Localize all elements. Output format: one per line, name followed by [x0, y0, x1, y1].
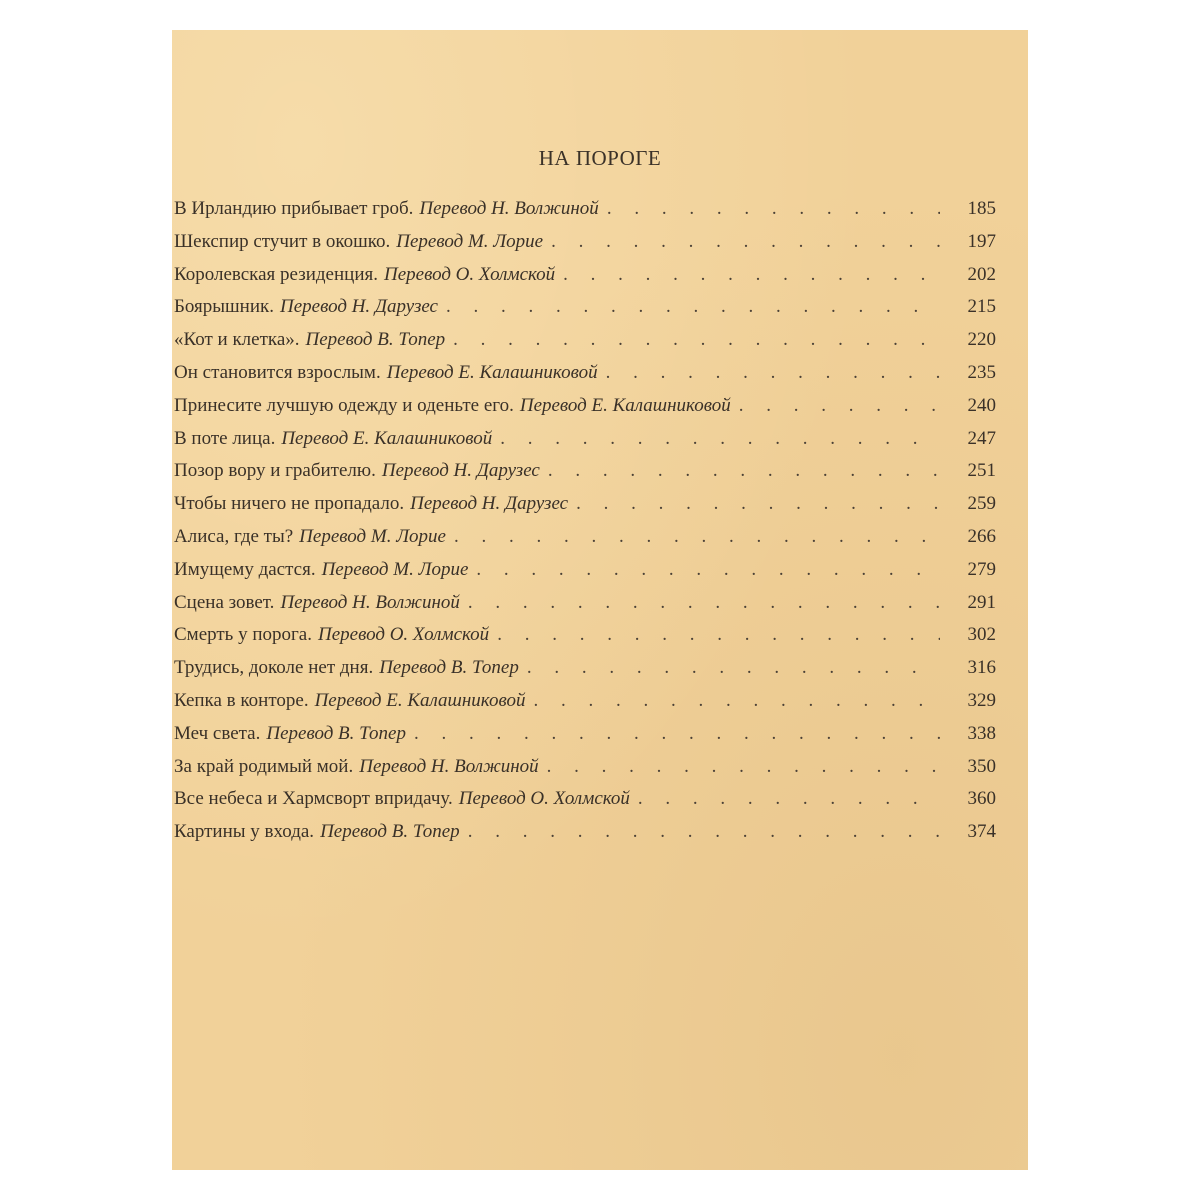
toc-entry	[174, 821, 996, 854]
dot-leader	[739, 395, 940, 417]
dot-leader	[548, 460, 940, 482]
toc-entry	[174, 428, 996, 461]
toc-entry-page-number: 215	[967, 296, 996, 318]
table-of-contents	[174, 198, 996, 854]
toc-entry-title: Шекспир стучит в окошко.	[174, 230, 391, 252]
toc-entry-page-number: 259	[967, 493, 996, 515]
toc-entry-page-number: 251	[967, 460, 996, 482]
toc-entry-translator: Перевод О. Холмской	[318, 624, 490, 646]
dot-leader	[454, 526, 940, 548]
dot-leader	[453, 329, 940, 351]
toc-entry-title: Все небеса и Хармсворт впридачу.	[174, 788, 453, 810]
toc-entry-translator: Перевод В. Топер	[379, 657, 519, 679]
toc-entry-page-number: 316	[967, 657, 996, 679]
toc-entry-title: Имущему дастся.	[174, 558, 316, 580]
toc-entry-translator: Перевод Н. Волжиной	[359, 755, 539, 777]
toc-entry-page-number: 185	[967, 198, 996, 219]
toc-entry-title: Боярышник.	[174, 296, 275, 318]
dot-leader	[606, 362, 940, 384]
toc-entry-page-number: 350	[967, 755, 996, 777]
toc-entry-title: Позор вору и грабителю.	[174, 460, 376, 482]
toc-entry-page-number: 235	[967, 361, 996, 383]
toc-entry	[174, 362, 996, 395]
toc-entry-title: Кепка в конторе.	[174, 689, 309, 711]
toc-entry-translator: Перевод В. Топер	[320, 821, 460, 843]
toc-entry	[174, 493, 996, 526]
toc-entry-title: Алиса, где ты?	[174, 525, 294, 547]
toc-entry	[174, 231, 996, 264]
toc-entry-translator: Перевод О. Холмской	[383, 263, 556, 285]
toc-entry-page-number: 266	[967, 525, 996, 547]
dot-leader	[551, 231, 940, 253]
dot-leader	[468, 821, 940, 843]
toc-entry-page-number: 240	[967, 394, 996, 416]
toc-entry-title: Трудись, доколе нет дня.	[174, 657, 374, 679]
dot-leader	[500, 428, 940, 450]
dot-leader	[607, 198, 940, 220]
toc-entry-page-number: 360	[967, 788, 996, 810]
section-title: НА ПОРОГЕ	[538, 146, 662, 170]
toc-entry-page-number: 202	[967, 263, 996, 285]
toc-entry-translator: Перевод Н. Дарузес	[381, 460, 540, 482]
dot-leader	[547, 756, 940, 778]
book-page	[172, 30, 1028, 1170]
toc-entry	[174, 460, 996, 493]
toc-entry	[174, 329, 996, 362]
toc-entry-translator: Перевод М. Лорие	[396, 230, 544, 252]
toc-entry-translator: Перевод Е. Калашниковой	[519, 394, 731, 416]
dot-leader	[563, 264, 940, 286]
dot-leader	[638, 788, 940, 810]
toc-entry	[174, 690, 996, 723]
toc-entry-title: В Ирландию прибывает гроб.	[174, 198, 414, 219]
dot-leader	[468, 592, 940, 614]
toc-entry-translator: Перевод Н. Дарузес	[410, 493, 569, 515]
toc-entry-page-number: 220	[967, 329, 996, 351]
toc-entry-title: «Кот и клетка».	[174, 329, 300, 351]
toc-entry-page-number: 247	[967, 427, 996, 449]
toc-entry	[174, 723, 996, 756]
toc-entry	[174, 559, 996, 592]
toc-entry	[174, 592, 996, 625]
dot-leader	[446, 296, 940, 318]
toc-entry-page-number: 338	[967, 722, 996, 744]
toc-entry	[174, 756, 996, 789]
toc-entry	[174, 198, 996, 231]
toc-entry-translator: Перевод О. Холмской	[458, 788, 630, 810]
toc-entry-page-number: 374	[967, 821, 996, 843]
toc-entry-title: Сцена зовет.	[174, 591, 275, 613]
toc-entry-translator: Перевод Е. Калашниковой	[314, 689, 526, 711]
toc-entry-title: Смерть у порога.	[174, 624, 312, 646]
toc-entry-translator: Перевод Н. Волжиной	[280, 591, 460, 613]
toc-entry-title: За край родимый мой.	[174, 755, 354, 777]
toc-entry-translator: Перевод Е. Калашниковой	[386, 361, 598, 383]
toc-entry-translator: Перевод М. Лорие	[299, 525, 446, 547]
dot-leader	[527, 657, 940, 679]
toc-entry-page-number: 302	[967, 624, 996, 646]
toc-entry-translator: Перевод Н. Волжиной	[419, 198, 599, 219]
toc-entry	[174, 624, 996, 657]
toc-entry	[174, 657, 996, 690]
toc-entry-title: Принесите лучшую одежду и оденьте его.	[174, 394, 514, 416]
toc-entry-translator: Перевод М. Лорие	[321, 558, 469, 580]
toc-entry-page-number: 291	[967, 591, 996, 613]
toc-entry-title: В поте лица.	[174, 427, 276, 449]
toc-entry-title: Чтобы ничего не пропадало.	[174, 493, 405, 515]
toc-entry	[174, 395, 996, 428]
dot-leader	[476, 559, 940, 581]
toc-entry-title: Картины у входа.	[174, 821, 315, 843]
toc-entry-title: Он становится взрослым.	[174, 361, 381, 383]
toc-entry-title: Королевская резиденция.	[174, 263, 378, 285]
dot-leader	[576, 493, 940, 515]
toc-entry-translator: Перевод Е. Калашниковой	[281, 427, 493, 449]
dot-leader	[414, 723, 940, 745]
toc-entry	[174, 788, 996, 821]
toc-entry	[174, 296, 996, 329]
dot-leader	[533, 690, 940, 712]
toc-entry-page-number: 329	[967, 689, 996, 711]
toc-entry-page-number: 197	[967, 230, 996, 252]
toc-entry-translator: Перевод В. Топер	[266, 722, 406, 744]
toc-entry	[174, 264, 996, 297]
toc-entry-page-number: 279	[967, 558, 996, 580]
toc-entry	[174, 526, 996, 559]
toc-entry-translator: Перевод В. Топер	[305, 329, 446, 351]
toc-entry-translator: Перевод Н. Дарузес	[280, 296, 438, 318]
dot-leader	[497, 624, 940, 646]
toc-entry-title: Меч света.	[174, 722, 261, 744]
